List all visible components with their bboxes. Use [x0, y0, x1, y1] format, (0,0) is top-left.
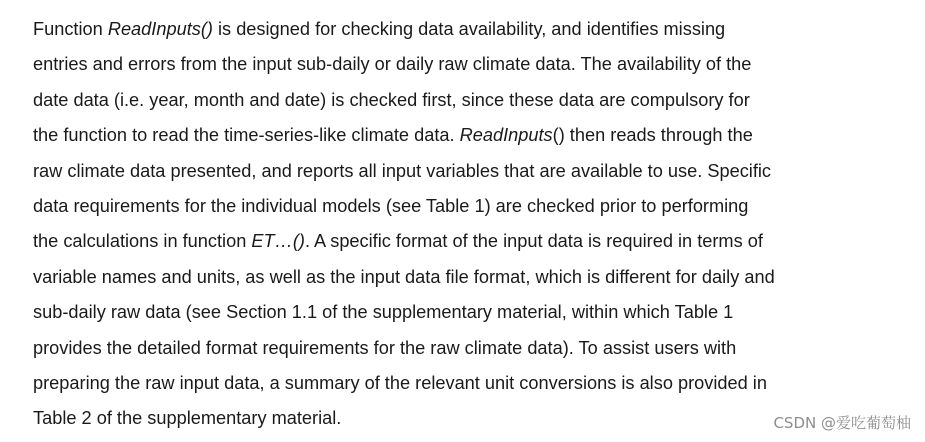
- text-line: [33, 12, 913, 47]
- text-run: Function: [33, 19, 108, 39]
- text-run: () then reads through the: [552, 125, 753, 146]
- text-run: sub-daily raw data (see Section 1.1 of the supplementary material, within which Table 1: [33, 302, 734, 323]
- text-run: Table 2 of the supplementary material.: [33, 408, 342, 429]
- text-run: data requirements for the individual models (see Table 1) are checked prior to performing: [33, 195, 749, 216]
- text-run: provides the detailed format requirements for the raw climate data). To assist users with: [33, 337, 737, 358]
- text-line: [33, 331, 913, 366]
- text-line: [33, 83, 913, 118]
- body-paragraph: [33, 12, 913, 437]
- text-line: [33, 47, 913, 82]
- text-line: [33, 295, 913, 330]
- text-run: date data (i.e. year, month and date) is checked first, since these data are compulsory for: [33, 89, 750, 110]
- text-line: [33, 224, 913, 259]
- csdn-watermark: CSDN @爱吃葡萄柚: [773, 414, 911, 432]
- text-run: entries and errors from the input sub-daily or daily raw climate data. The availability of the: [33, 54, 752, 75]
- text-run: the calculations in function: [33, 231, 252, 252]
- text-line: [33, 366, 913, 401]
- italic-text-run: ReadInputs(): [107, 19, 213, 39]
- text-run: variable names and units, as well as the input data file format, which is different for daily and: [33, 266, 775, 287]
- text-line: [33, 118, 913, 153]
- text-line: [33, 154, 913, 189]
- text-run: preparing the raw input data, a summary of the relevant unit conversions is also provided in: [33, 372, 767, 393]
- italic-text-run: ReadInputs: [459, 125, 553, 146]
- text-run: the function to read the time-series-like climate data.: [33, 125, 460, 146]
- italic-text-run: ET…(): [251, 231, 305, 252]
- text-line: [33, 260, 913, 295]
- text-line: [33, 189, 913, 224]
- text-run: raw climate data presented, and reports all input variables that are available to use. Specific: [33, 160, 772, 181]
- text-run: . A specific format of the input data is required in terms of: [304, 231, 763, 252]
- text-run: is designed for checking data availability, and identifies missing: [212, 19, 726, 39]
